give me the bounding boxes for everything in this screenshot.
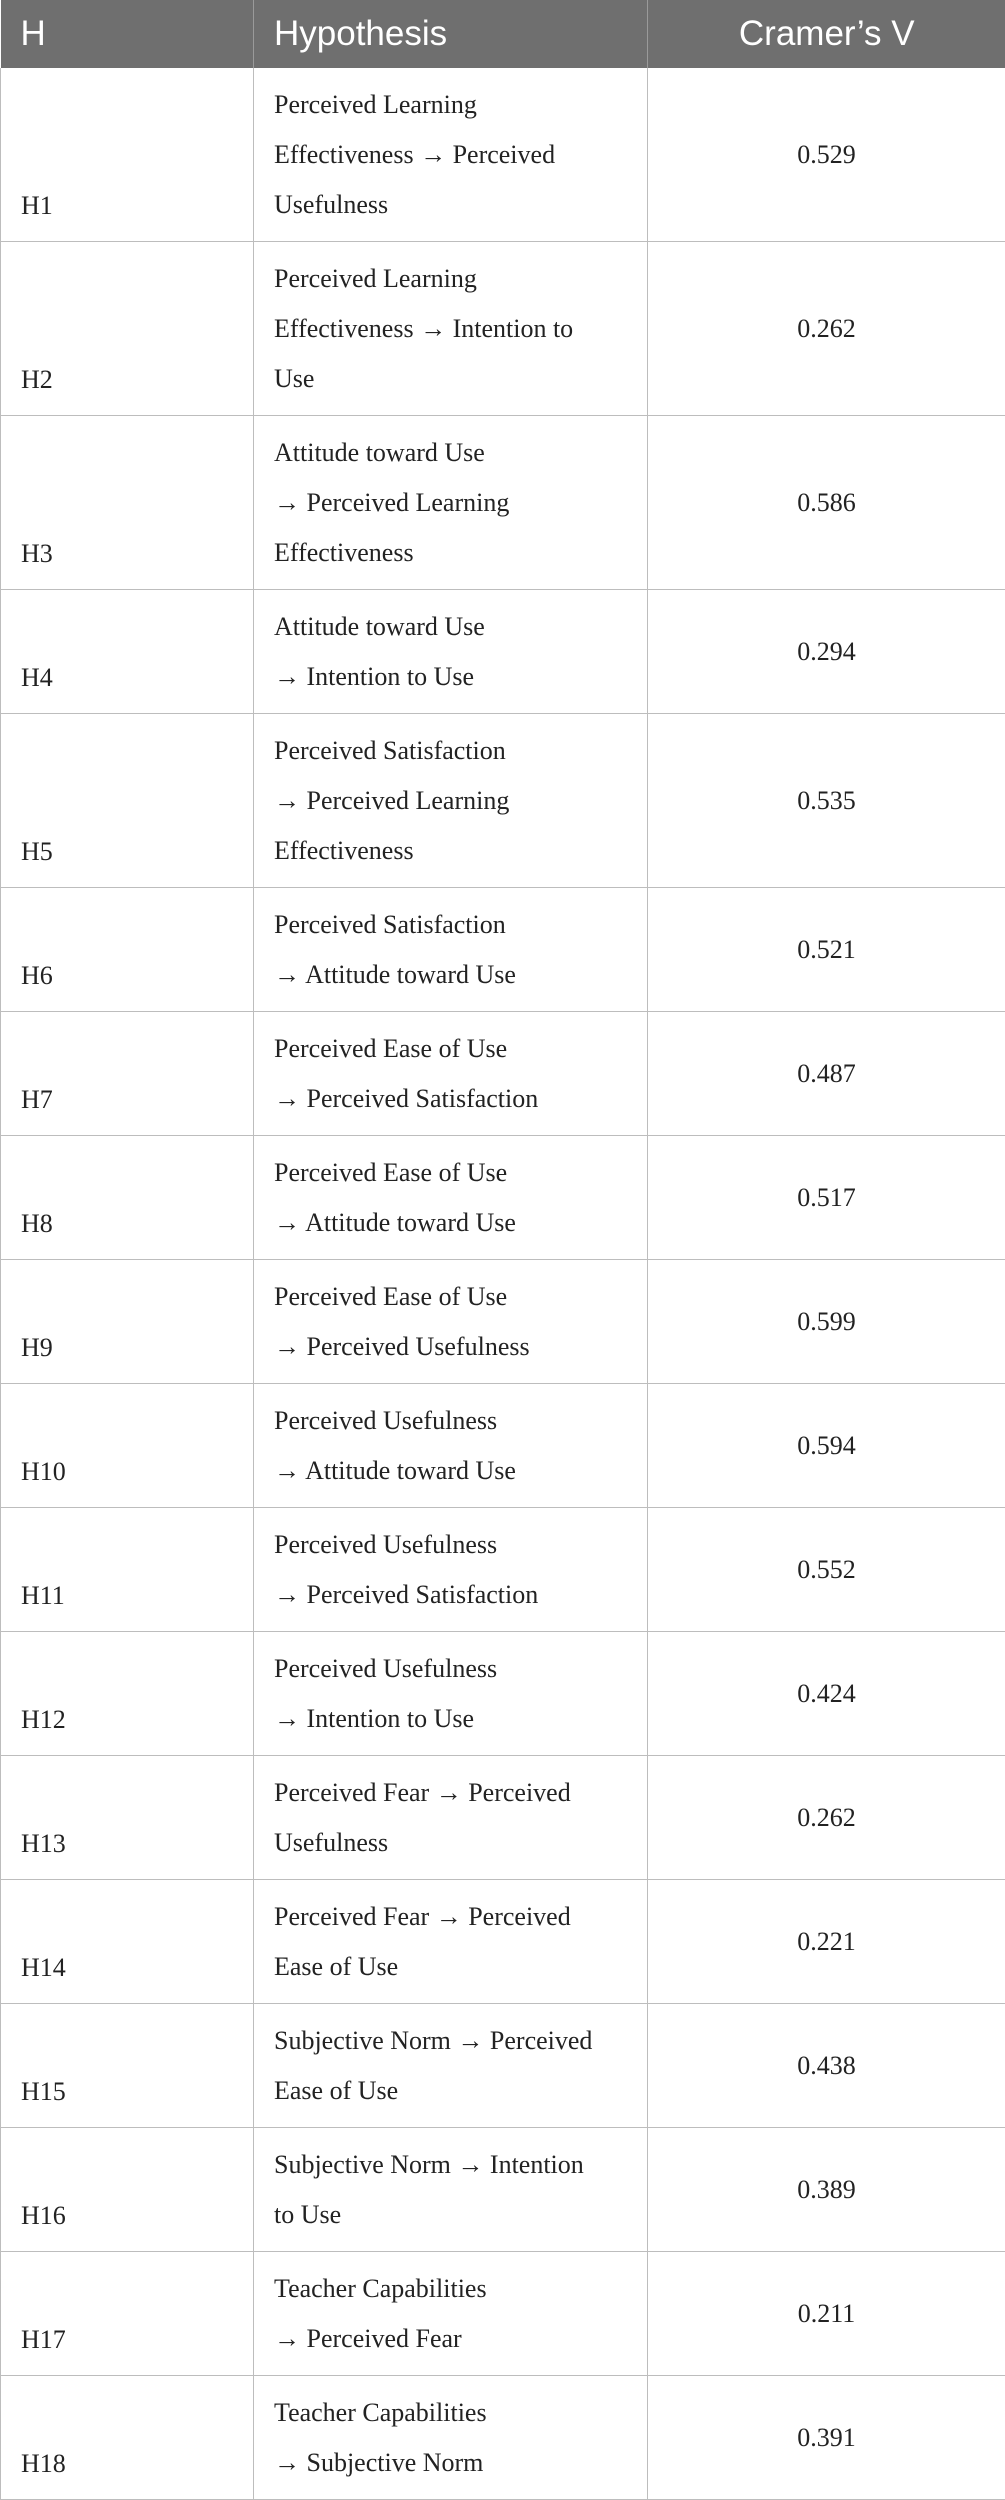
hypothesis-text-cell bbox=[254, 1260, 648, 1384]
cramers-v-cell: 0.438 bbox=[648, 2004, 1005, 2128]
table-row bbox=[1, 1880, 1005, 2004]
cramers-v-cell: 0.487 bbox=[648, 1012, 1005, 1136]
hypothesis-text-line: Usefulness bbox=[274, 180, 627, 230]
hypothesis-text-line: Attitude toward Use bbox=[274, 602, 627, 652]
hypothesis-text-line: to Use bbox=[274, 2190, 627, 2240]
hypothesis-text-line: → Perceived Learning bbox=[274, 478, 627, 528]
table-row bbox=[1, 242, 1005, 416]
hypothesis-text-line: Effectiveness bbox=[274, 826, 627, 876]
table-row bbox=[1, 2376, 1005, 2500]
hypothesis-text-line: Perceived Usefulness bbox=[274, 1520, 627, 1570]
cramers-v-cell: 0.594 bbox=[648, 1384, 1005, 1508]
hypothesis-text-line: Perceived Satisfaction bbox=[274, 726, 627, 776]
hypothesis-text-line: → Subjective Norm bbox=[274, 2438, 627, 2488]
hypothesis-text-cell bbox=[254, 2004, 648, 2128]
hypothesis-text-line: → Attitude toward Use bbox=[274, 950, 627, 1000]
hypothesis-text-line: Perceived Learning bbox=[274, 80, 627, 130]
hypothesis-id-cell: H7 bbox=[1, 1012, 254, 1136]
cramers-v-cell: 0.391 bbox=[648, 2376, 1005, 2500]
table-row bbox=[1, 1756, 1005, 1880]
hypothesis-text-cell bbox=[254, 2128, 648, 2252]
hypothesis-text-line: → Perceived Satisfaction bbox=[274, 1570, 627, 1620]
cramers-v-cell: 0.424 bbox=[648, 1632, 1005, 1756]
table-row bbox=[1, 714, 1005, 888]
hypothesis-text-line: Ease of Use bbox=[274, 1942, 627, 1992]
hypothesis-id-cell: H2 bbox=[1, 242, 254, 416]
hypothesis-text-cell bbox=[254, 1384, 648, 1508]
hypothesis-text-line: Attitude toward Use bbox=[274, 428, 627, 478]
hypothesis-text-line: Effectiveness → Perceived bbox=[274, 130, 627, 180]
hypothesis-id-cell: H16 bbox=[1, 2128, 254, 2252]
cramers-v-cell: 0.552 bbox=[648, 1508, 1005, 1632]
hypothesis-text-cell bbox=[254, 242, 648, 416]
table-row bbox=[1, 416, 1005, 590]
hypothesis-text-line: Ease of Use bbox=[274, 2066, 627, 2116]
table-row bbox=[1, 888, 1005, 1012]
hypothesis-text-line: Subjective Norm → Intention bbox=[274, 2140, 627, 2190]
cramers-v-cell: 0.262 bbox=[648, 1756, 1005, 1880]
hypothesis-text-cell bbox=[254, 1880, 648, 2004]
cramers-v-cell: 0.221 bbox=[648, 1880, 1005, 2004]
table-row bbox=[1, 1384, 1005, 1508]
hypothesis-text-line: Subjective Norm → Perceived bbox=[274, 2016, 627, 2066]
table-row bbox=[1, 1012, 1005, 1136]
table-row bbox=[1, 1136, 1005, 1260]
column-header-hypothesis: Hypothesis bbox=[254, 0, 648, 68]
table-header-row bbox=[1, 0, 1005, 68]
hypothesis-id-cell: H13 bbox=[1, 1756, 254, 1880]
hypothesis-text-line: Perceived Ease of Use bbox=[274, 1024, 627, 1074]
hypothesis-text-line: Effectiveness bbox=[274, 528, 627, 578]
cramers-v-cell: 0.389 bbox=[648, 2128, 1005, 2252]
hypothesis-text-line: → Intention to Use bbox=[274, 1694, 627, 1744]
cramers-v-cell: 0.294 bbox=[648, 590, 1005, 714]
cramers-v-cell: 0.211 bbox=[648, 2252, 1005, 2376]
table-row bbox=[1, 68, 1005, 242]
hypothesis-text-line: Perceived Learning bbox=[274, 254, 627, 304]
hypothesis-id-cell: H14 bbox=[1, 1880, 254, 2004]
hypothesis-text-line: → Attitude toward Use bbox=[274, 1198, 627, 1248]
hypothesis-text-line: Perceived Fear → Perceived bbox=[274, 1768, 627, 1818]
table-row bbox=[1, 1632, 1005, 1756]
hypothesis-id-cell: H6 bbox=[1, 888, 254, 1012]
hypothesis-text-cell bbox=[254, 714, 648, 888]
hypothesis-id-cell: H18 bbox=[1, 2376, 254, 2500]
cramers-v-cell: 0.521 bbox=[648, 888, 1005, 1012]
table-row bbox=[1, 590, 1005, 714]
hypothesis-text-cell bbox=[254, 1632, 648, 1756]
hypothesis-text-line: Effectiveness → Intention to bbox=[274, 304, 627, 354]
hypothesis-text-line: Teacher Capabilities bbox=[274, 2264, 627, 2314]
hypothesis-text-cell bbox=[254, 1508, 648, 1632]
column-header-cramers-v: Cramer’s V bbox=[648, 0, 1005, 68]
hypothesis-text-line: Perceived Usefulness bbox=[274, 1396, 627, 1446]
hypothesis-id-cell: H17 bbox=[1, 2252, 254, 2376]
hypothesis-id-cell: H15 bbox=[1, 2004, 254, 2128]
cramers-v-cell: 0.262 bbox=[648, 242, 1005, 416]
column-header-h: H bbox=[1, 0, 254, 68]
hypothesis-id-cell: H4 bbox=[1, 590, 254, 714]
hypothesis-text-cell bbox=[254, 68, 648, 242]
hypothesis-text-line: Perceived Fear → Perceived bbox=[274, 1892, 627, 1942]
hypothesis-id-cell: H8 bbox=[1, 1136, 254, 1260]
cramers-v-cell: 0.535 bbox=[648, 714, 1005, 888]
hypothesis-text-cell bbox=[254, 1012, 648, 1136]
hypothesis-text-line: Perceived Usefulness bbox=[274, 1644, 627, 1694]
hypothesis-id-cell: H10 bbox=[1, 1384, 254, 1508]
hypothesis-id-cell: H1 bbox=[1, 68, 254, 242]
table-row bbox=[1, 2004, 1005, 2128]
hypothesis-text-cell bbox=[254, 1756, 648, 1880]
hypothesis-id-cell: H9 bbox=[1, 1260, 254, 1384]
hypothesis-text-cell bbox=[254, 888, 648, 1012]
table-row bbox=[1, 1508, 1005, 1632]
hypothesis-text-line: → Intention to Use bbox=[274, 652, 627, 702]
hypothesis-text-line: → Perceived Fear bbox=[274, 2314, 627, 2364]
hypothesis-text-cell bbox=[254, 416, 648, 590]
table-row bbox=[1, 2252, 1005, 2376]
hypothesis-text-line: Use bbox=[274, 354, 627, 404]
cramers-v-cell: 0.599 bbox=[648, 1260, 1005, 1384]
hypothesis-text-line: Perceived Satisfaction bbox=[274, 900, 627, 950]
hypothesis-text-line: → Perceived Learning bbox=[274, 776, 627, 826]
table-row bbox=[1, 2128, 1005, 2252]
hypothesis-text-line: → Perceived Satisfaction bbox=[274, 1074, 627, 1124]
table-row bbox=[1, 1260, 1005, 1384]
hypothesis-id-cell: H12 bbox=[1, 1632, 254, 1756]
hypothesis-text-line: Teacher Capabilities bbox=[274, 2388, 627, 2438]
hypothesis-text-line: Usefulness bbox=[274, 1818, 627, 1868]
cramers-v-cell: 0.529 bbox=[648, 68, 1005, 242]
hypothesis-text-cell bbox=[254, 2252, 648, 2376]
hypothesis-text-line: → Attitude toward Use bbox=[274, 1446, 627, 1496]
cramers-v-cell: 0.517 bbox=[648, 1136, 1005, 1260]
hypothesis-text-cell bbox=[254, 2376, 648, 2500]
hypothesis-id-cell: H11 bbox=[1, 1508, 254, 1632]
hypothesis-text-cell bbox=[254, 590, 648, 714]
hypothesis-id-cell: H3 bbox=[1, 416, 254, 590]
hypothesis-text-line: Perceived Ease of Use bbox=[274, 1148, 627, 1198]
hypothesis-text-line: → Perceived Usefulness bbox=[274, 1322, 627, 1372]
cramers-v-cell: 0.586 bbox=[648, 416, 1005, 590]
hypothesis-text-cell bbox=[254, 1136, 648, 1260]
table-body bbox=[1, 68, 1005, 2500]
hypothesis-text-line: Perceived Ease of Use bbox=[274, 1272, 627, 1322]
hypothesis-id-cell: H5 bbox=[1, 714, 254, 888]
